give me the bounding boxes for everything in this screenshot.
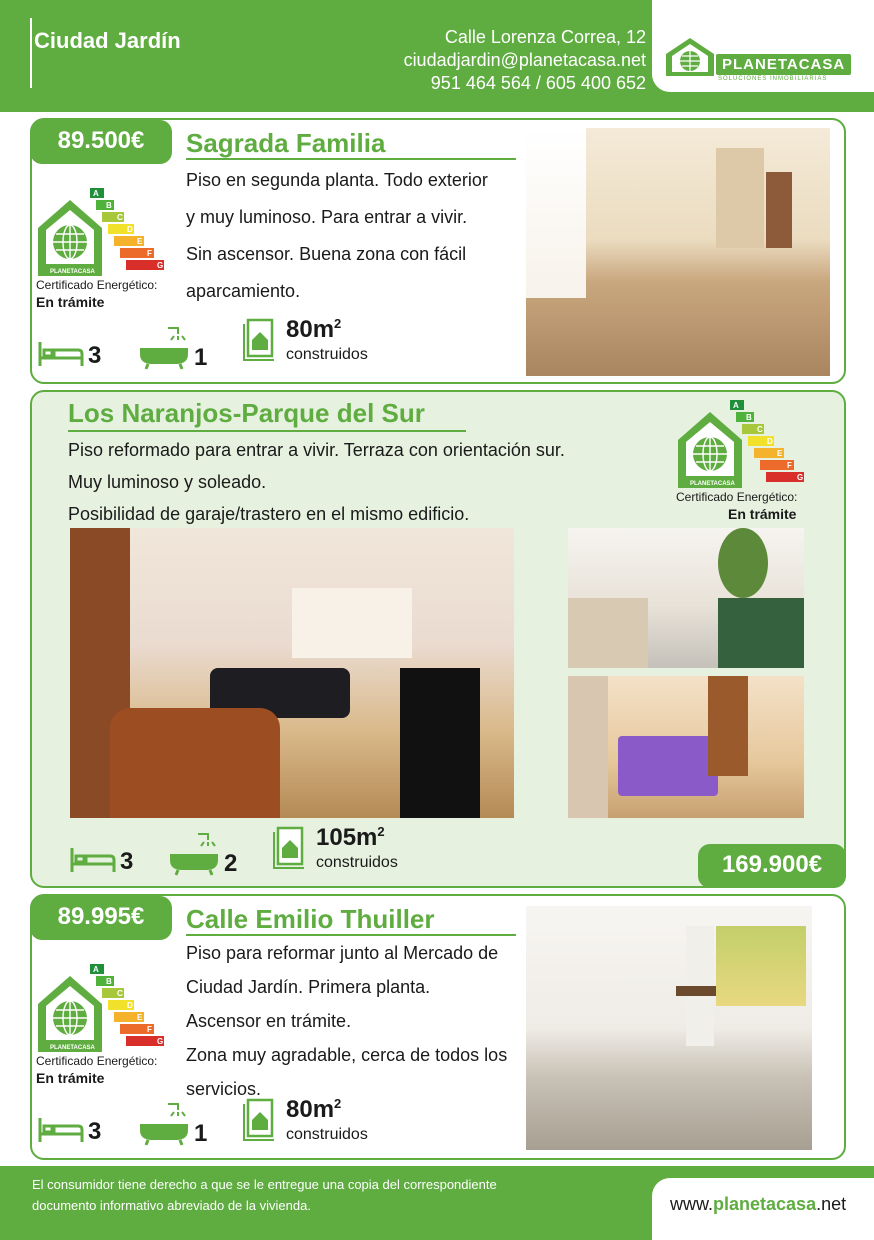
listing-title: Sagrada Familia (186, 128, 386, 158)
listing-description: Piso en segunda planta. Todo exterior y muy luminoso. Para entrar a vivir. Sin ascensor. Buena zona con fácil aparcamiento. (186, 170, 488, 301)
address: Calle Lorenza Correa, 12 (444, 27, 646, 47)
area-label: construidos (316, 854, 398, 871)
svg-text:E: E (777, 449, 783, 458)
energy-label-icon (36, 188, 166, 280)
svg-text:F: F (787, 461, 792, 470)
area-label: construidos (286, 1126, 368, 1143)
bathrooms-count: 1 (194, 344, 208, 371)
bathtub-icon (138, 326, 190, 370)
svg-text:B: B (746, 413, 752, 422)
title-underline (186, 158, 516, 160)
bathtub-icon (138, 1102, 190, 1146)
office-name: Ciudad Jardín (34, 28, 181, 53)
property-photo (526, 906, 812, 1150)
brand-tagline: SOLUCIONES INMOBILIARIAS (718, 76, 828, 82)
area-label: construidos (286, 346, 368, 363)
phone-numbers: 951 464 564 / 605 400 652 (430, 73, 646, 93)
listing-card-1[interactable] (30, 118, 846, 384)
svg-text:C: C (117, 989, 123, 998)
bathrooms-stat (138, 326, 207, 370)
floor-plan-icon (272, 826, 308, 870)
svg-text:G: G (157, 261, 164, 270)
brand-logo (652, 0, 874, 92)
energy-label: Certificado Energético: (676, 490, 798, 504)
listing-description: Piso reformado para entrar a vivir. Terraza con orientación sur. Muy luminoso y soleado. Posibilidad de garaje/trastero en el mismo edificio. (68, 440, 565, 524)
svg-text:PLANETACASA: PLANETACASA (690, 481, 735, 487)
website-box (652, 1178, 874, 1240)
bedrooms-count: 3 (120, 848, 134, 875)
listing-title: Calle Emilio Thuiller (186, 904, 435, 934)
svg-text:A: A (733, 401, 739, 410)
energy-certificate (36, 188, 176, 312)
price-tag: 89.500€ (30, 120, 172, 164)
bathrooms-count: 1 (194, 1120, 208, 1147)
brand-name: PLANETACASA (716, 54, 851, 75)
email-link[interactable]: ciudadjardin@planetacasa.net (403, 50, 646, 70)
legal-notice: El consumidor tiene derecho a que se le entregue una copia del correspondiente documento informativo abreviado de la vivienda. (32, 1177, 497, 1213)
area-value: $80m^2$ (286, 316, 342, 343)
title-underline (68, 430, 466, 432)
page-header (0, 0, 874, 112)
svg-text:C: C (757, 425, 763, 434)
svg-text:F: F (147, 249, 152, 258)
floor-plan-icon (242, 318, 278, 362)
svg-text:G: G (157, 1037, 164, 1046)
svg-text:E: E (137, 237, 143, 246)
svg-text:PLANETACASA: PLANETACASA (50, 269, 95, 275)
svg-text:G: G (797, 473, 804, 482)
listing-card-2[interactable] (30, 390, 846, 888)
bedrooms-count: 3 (88, 342, 102, 369)
bedrooms-stat (38, 1116, 101, 1144)
bed-icon (38, 340, 84, 368)
bedrooms-stat (38, 340, 101, 368)
svg-text:C: C (117, 213, 123, 222)
svg-text:F: F (147, 1025, 152, 1034)
contact-block (404, 26, 646, 95)
bathrooms-stat (168, 832, 237, 876)
energy-certificate (676, 400, 846, 524)
svg-text:B: B (106, 201, 112, 210)
svg-text:D: D (127, 1001, 133, 1010)
bed-icon (70, 846, 116, 874)
area-stat (242, 316, 368, 367)
bedrooms-count: 3 (88, 1118, 102, 1145)
price-tag: 89.995€ (30, 896, 172, 940)
area-stat (242, 1096, 368, 1147)
website-link[interactable]: www.planetacasa.net (670, 1194, 847, 1214)
bathtub-icon (168, 832, 220, 876)
property-photo-living-room (70, 528, 514, 818)
svg-text:A: A (93, 189, 99, 198)
header-divider (30, 18, 32, 88)
svg-text:B: B (106, 977, 112, 986)
energy-certificate (36, 964, 176, 1088)
area-value: $80m^2$ (286, 1096, 342, 1123)
property-photo (526, 128, 830, 376)
listing-description: Piso para reformar junto al Mercado de Ciudad Jardín. Primera planta. Ascensor en trámite. Zona muy agradable, cerca de todos los servicios. (186, 943, 508, 1099)
bed-icon (38, 1116, 84, 1144)
energy-label-icon (36, 964, 166, 1056)
bathrooms-stat (138, 1102, 207, 1146)
svg-text:PLANETACASA: PLANETACASA (50, 1045, 95, 1051)
house-globe-icon (662, 34, 718, 78)
bathrooms-count: 2 (224, 850, 238, 877)
property-photo-bedroom (568, 676, 804, 818)
energy-status: En trámite (728, 506, 797, 522)
svg-text:D: D (767, 437, 773, 446)
floor-plan-icon (242, 1098, 278, 1142)
area-stat (272, 824, 398, 875)
energy-label: Certificado Energético: (36, 278, 158, 292)
property-photo-kitchen (568, 528, 804, 668)
price-tag: 169.900€ (698, 844, 846, 888)
listing-title: Los Naranjos-Parque del Sur (68, 398, 425, 428)
energy-label-icon (676, 400, 806, 492)
listing-card-3[interactable] (30, 894, 846, 1160)
svg-text:A: A (93, 965, 99, 974)
area-value: $105m^2$ (316, 824, 385, 851)
energy-status: En trámite (36, 294, 105, 310)
energy-label: Certificado Energético: (36, 1054, 158, 1068)
bedrooms-stat (70, 846, 133, 874)
page-footer (0, 1166, 874, 1240)
energy-status: En trámite (36, 1070, 105, 1086)
svg-text:D: D (127, 225, 133, 234)
svg-text:E: E (137, 1013, 143, 1022)
